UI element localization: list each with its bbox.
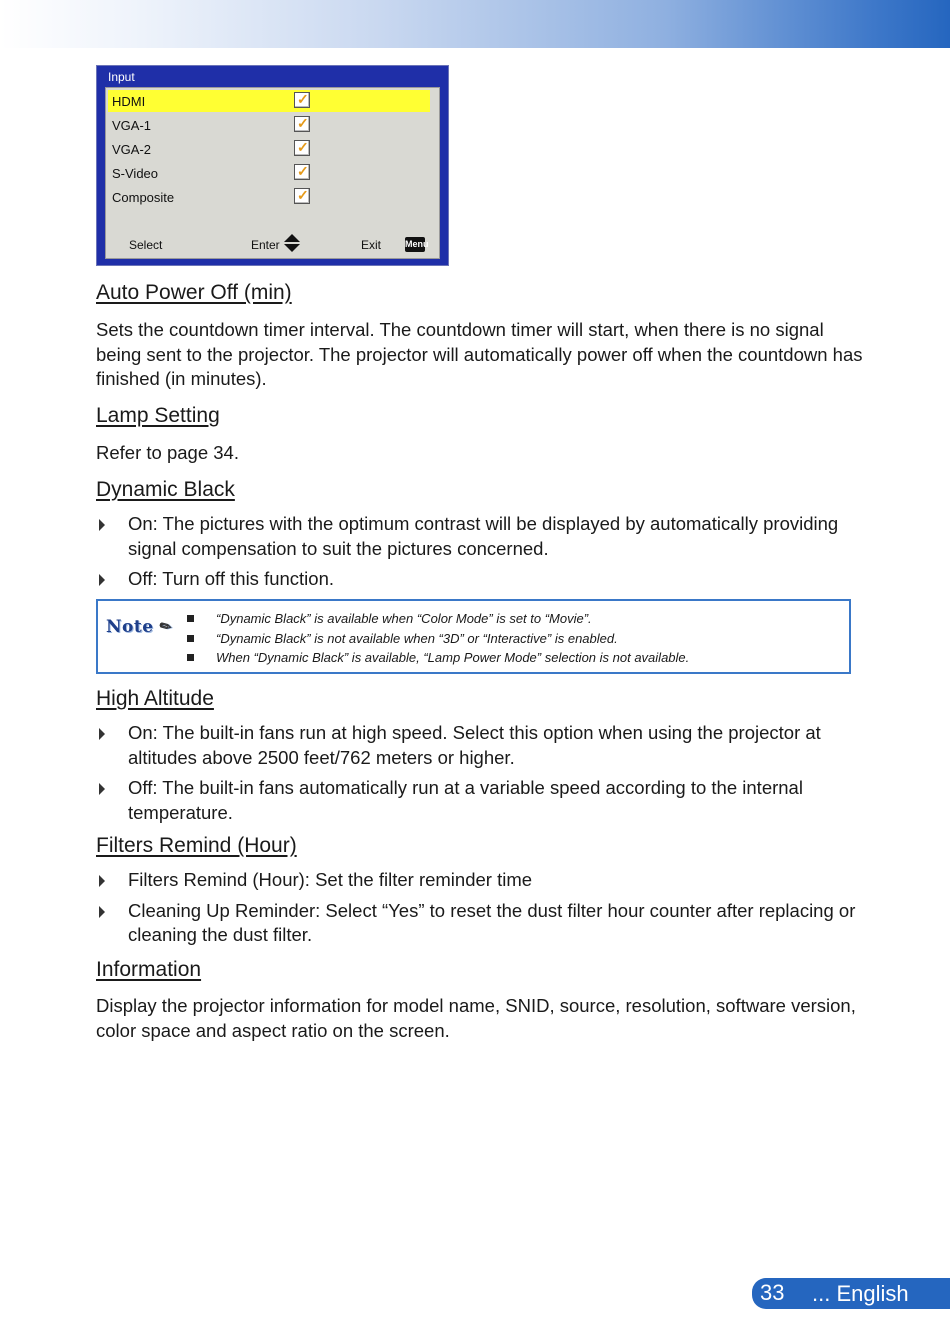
page-footer-tab (752, 1278, 950, 1309)
osd-row-vga1[interactable] (108, 114, 430, 136)
information-text: Display the projector information for model name, SNID, source, resolution, software version, color space and aspect ratio on the screen. (96, 995, 856, 1041)
bullet-arrow-icon (99, 519, 105, 531)
osd-row-hdmi[interactable] (108, 90, 430, 112)
osd-row-label: HDMI (112, 94, 146, 109)
note-box (96, 599, 851, 674)
note-list (186, 609, 689, 668)
page-number: 33 (760, 1280, 785, 1305)
bullet-arrow-icon (99, 783, 105, 795)
list-item: Off: The built-in fans automatically run at a variable speed according to the internal temperature. (96, 776, 866, 825)
osd-row-label: VGA-1 (112, 118, 152, 133)
high-altitude-list (96, 721, 866, 831)
osd-row-label: Composite (112, 190, 175, 205)
osd-footer-select: Select (129, 238, 163, 252)
list-item: Off: Turn off this function. (96, 567, 866, 592)
language-label: ... English (812, 1281, 909, 1306)
auto-power-off-text: Sets the countdown timer interval. The countdown timer will start, when there is no signal being sent to the projector. The projector will automatically power off when the countdown has finished (in minutes). (96, 319, 863, 389)
note-item: When “Dynamic Black” is available, “Lamp Power Mode” selection is not available. (186, 648, 689, 668)
list-item: Cleaning Up Reminder: Select “Yes” to reset the dust filter hour counter after replacing or cleaning the dust filter. (96, 899, 866, 948)
dynamic-black-list (96, 512, 866, 598)
pencil-icon: ✎ (156, 617, 176, 637)
osd-row-label: VGA-2 (112, 142, 152, 157)
osd-footer-exit: Exit (361, 238, 382, 252)
list-item: On: The pictures with the optimum contrast will be displayed by automatically providing signal compensation to suit the pictures concerned. (96, 512, 866, 561)
checkbox-icon[interactable] (294, 116, 310, 132)
square-bullet-icon (187, 635, 194, 642)
note-item: “Dynamic Black” is not available when “3D” or “Interactive” is enabled. (186, 629, 689, 649)
bullet-arrow-icon (99, 574, 105, 586)
menu-key-icon: Menu (405, 237, 425, 252)
osd-row-composite[interactable] (108, 186, 430, 208)
list-item: On: The built-in fans run at high speed. Select this option when using the projector at altitudes above 2500 feet/762 meters or higher. (96, 721, 866, 770)
list-item: Filters Remind (Hour): Set the filter reminder time (96, 868, 866, 893)
checkbox-icon[interactable] (294, 164, 310, 180)
filters-remind-list (96, 868, 866, 954)
osd-title: Input (108, 70, 135, 84)
osd-row-vga2[interactable] (108, 138, 430, 160)
lamp-setting-text: Refer to page 34. (96, 442, 239, 463)
heading-filters-remind: Filters Remind (Hour) (96, 834, 297, 857)
bullet-arrow-icon (99, 906, 105, 918)
square-bullet-icon (187, 615, 194, 622)
osd-footer-enter: Enter (251, 238, 280, 252)
osd-panel (105, 87, 440, 259)
osd-row-label: S-Video (112, 166, 159, 181)
square-bullet-icon (187, 654, 194, 661)
header-gradient-bar (0, 0, 950, 48)
heading-information: Information (96, 958, 202, 981)
down-arrow-icon (284, 244, 300, 252)
bullet-arrow-icon (99, 728, 105, 740)
checkbox-icon[interactable] (294, 140, 310, 156)
up-arrow-icon (284, 234, 300, 242)
heading-lamp-setting: Lamp Setting (96, 404, 220, 427)
heading-auto-power-off: Auto Power Off (min) (96, 281, 292, 304)
heading-dynamic-black: Dynamic Black (96, 478, 235, 501)
input-osd-menu (96, 65, 449, 266)
checkbox-icon[interactable] (294, 188, 310, 204)
note-item: “Dynamic Black” is available when “Color Mode” is set to “Movie”. (186, 609, 689, 629)
note-logo: Note ✎ (106, 617, 176, 637)
checkbox-icon[interactable] (294, 92, 310, 108)
heading-high-altitude: High Altitude (96, 687, 214, 710)
osd-row-svideo[interactable] (108, 162, 430, 184)
bullet-arrow-icon (99, 875, 105, 887)
